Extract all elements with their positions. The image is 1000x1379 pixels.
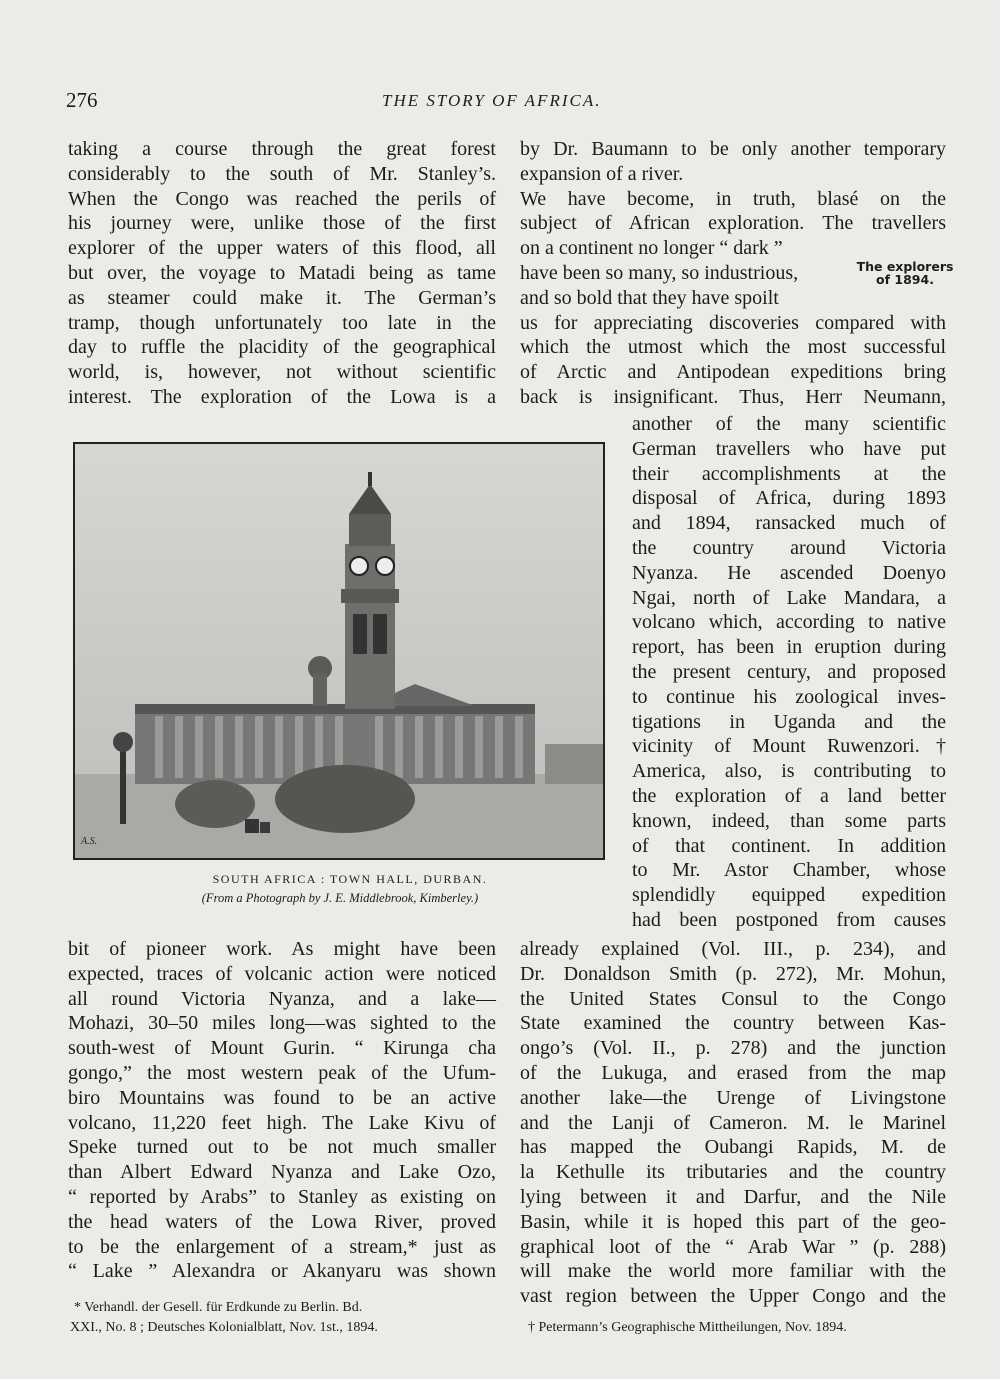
text-line: ongo’s (Vol. II., p. 278) and the junction: [520, 1037, 946, 1060]
text-line: volcano which, according to native: [632, 611, 946, 634]
text-line: When the Congo was reached the perils of: [68, 187, 496, 210]
text-line: to Mr. Astor Chamber, whose: [632, 859, 946, 882]
text-line: the United States Consul to the Congo: [520, 987, 946, 1010]
text-line: the exploration of a land better: [632, 785, 946, 807]
text-line: lying between it and Darfur, and the Nile: [520, 1186, 946, 1208]
text-line: volcano, 11,220 feet high. The Lake Kivu of: [68, 1111, 496, 1134]
text-line: Nyanza. He ascended Doenyo: [632, 561, 946, 584]
text-line: taking a course through the great forest: [68, 138, 496, 160]
text-line: and so bold that they have spoilt: [520, 286, 779, 309]
text-line: the present century, and proposed: [632, 661, 946, 683]
text-line: German travellers who have put: [632, 437, 946, 460]
text-line: back is insignificant. Thus, Herr Neumann,: [520, 386, 946, 408]
text-line: graphical loot of the “ Arab War ” (p. 288): [520, 1235, 946, 1258]
text-line: us for appreciating discoveries compared with: [520, 311, 946, 334]
text-line: the head waters of the Lowa River, proved: [68, 1210, 496, 1233]
text-line: which the utmost which the most successful: [520, 336, 946, 359]
text-line: splendidly equipped expedition: [632, 884, 946, 907]
text-line: subject of African exploration. The travellers: [520, 212, 946, 235]
text-line: to be the enlargement of a stream,* just as: [68, 1235, 496, 1258]
text-line: tigations in Uganda and the: [632, 710, 946, 733]
text-line: America, also, is contributing to: [632, 760, 946, 783]
text-line: bit of pioneer work. As might have been: [68, 938, 496, 960]
text-line: Basin, while it is hoped this part of the geo-: [520, 1210, 946, 1233]
text-line: world, is, however, not without scientific: [68, 361, 496, 384]
text-line: Speke turned out to be not much smaller: [68, 1136, 496, 1159]
text-line: biro Mountains was found to be an active: [68, 1086, 496, 1109]
text-line: of Arctic and Antipodean expeditions bring: [520, 361, 946, 384]
text-line: as steamer could make it. The German’s: [68, 286, 496, 309]
text-line: and the Lanji of Cameron. M. le Marinel: [520, 1111, 946, 1134]
text-line: their accomplishments at the: [632, 462, 946, 485]
text-line: the country around Victoria: [632, 537, 946, 559]
text-line: disposal of Africa, during 1893: [632, 487, 946, 510]
text-line: all round Victoria Nyanza, and a lake—: [68, 987, 496, 1010]
text-line: by Dr. Baumann to be only another temporary: [520, 138, 946, 160]
text-line: report, has been in eruption during: [632, 636, 946, 659]
figure-caption: SOUTH AFRICA : TOWN HALL, DURBAN.: [212, 872, 488, 886]
text-line: had been postponed from causes: [632, 909, 946, 931]
text-line: his journey were, unlike those of the first: [68, 212, 496, 235]
town-hall-illustration: [75, 444, 603, 858]
footnote-left-1: * Verhandl. der Gesell. für Erdkunde zu Berlin. Bd.: [74, 1300, 363, 1315]
text-line: but over, the voyage to Matadi being as tame: [68, 262, 496, 284]
margin-note: [856, 260, 954, 286]
text-line: of that continent. In addition: [632, 834, 946, 857]
text-line: explorer of the upper waters of this flood, all: [68, 237, 496, 260]
text-line: tramp, though unfortunately too late in the: [68, 311, 496, 334]
text-line: of the Lukuga, and erased from the map: [520, 1062, 946, 1084]
text-line: Ngai, north of Lake Mandara, a: [632, 586, 946, 609]
text-line: gongo,” the most western peak of the Ufum-: [68, 1062, 496, 1084]
text-line: Dr. Donaldson Smith (p. 272), Mr. Mohun,: [520, 962, 946, 985]
page-number: 276: [66, 88, 98, 112]
text-line: “ reported by Arabs” to Stanley as existing on: [68, 1186, 496, 1208]
margin-note-line: of 1894.: [876, 272, 934, 287]
text-line: on a continent no longer “ dark ”: [520, 237, 783, 260]
text-line: vicinity of Mount Ruwenzori.†: [632, 735, 946, 758]
text-line: “ Lake ” Alexandra or Akanyaru was shown: [68, 1260, 496, 1283]
margin-note-line: The explorers: [856, 259, 954, 274]
text-line: We have become, in truth, blasé on the: [520, 187, 946, 210]
footnote-right-1: † Petermann’s Geographische Mittheilungen, Nov. 1894.: [528, 1320, 847, 1335]
text-line: State examined the country between Kas-: [520, 1012, 946, 1035]
text-line: than Albert Edward Nyanza and Lake Ozo,: [68, 1161, 496, 1184]
text-line: Mohazi, 30–50 miles long—was sighted to the: [68, 1012, 496, 1035]
text-line: known, indeed, than some parts: [632, 809, 946, 832]
engraver-signature: A.S.: [81, 836, 98, 847]
text-line: expansion of a river.: [520, 162, 684, 185]
text-line: interest. The exploration of the Lowa is a: [68, 386, 496, 408]
text-line: will make the world more familiar with the: [520, 1260, 946, 1283]
text-line: to continue his zoological inves-: [632, 685, 946, 708]
text-line: have been so many, so industrious,: [520, 262, 799, 284]
figure-credit: (From a Photograph by J. E. Middlebrook, Kimberley.): [201, 891, 479, 905]
town-hall-photograph: [73, 442, 605, 860]
text-line: expected, traces of volcanic action were noticed: [68, 962, 496, 985]
text-line: south-west of Mount Gurin. “ Kirunga cha: [68, 1037, 496, 1060]
text-line: and 1894, ransacked much of: [632, 512, 946, 535]
footnote-left-2: XXI., No. 8 ; Deutsches Kolonialblatt, Nov. 1st., 1894.: [70, 1320, 378, 1335]
text-line: la Kethulle its tributaries and the country: [520, 1161, 946, 1184]
running-title: THE STORY OF AFRICA.: [382, 91, 602, 110]
text-line: has mapped the Oubangi Rapids, M. de: [520, 1136, 946, 1159]
text-line: another lake—the Urenge of Livingstone: [520, 1086, 946, 1109]
text-line: another of the many scientific: [632, 413, 946, 435]
text-line: day to ruffle the placidity of the geographical: [68, 336, 496, 359]
text-line: already explained (Vol. III., p. 234), and: [520, 938, 946, 960]
text-line: considerably to the south of Mr. Stanley’s.: [68, 162, 496, 185]
text-line: vast region between the Upper Congo and the: [520, 1285, 946, 1308]
